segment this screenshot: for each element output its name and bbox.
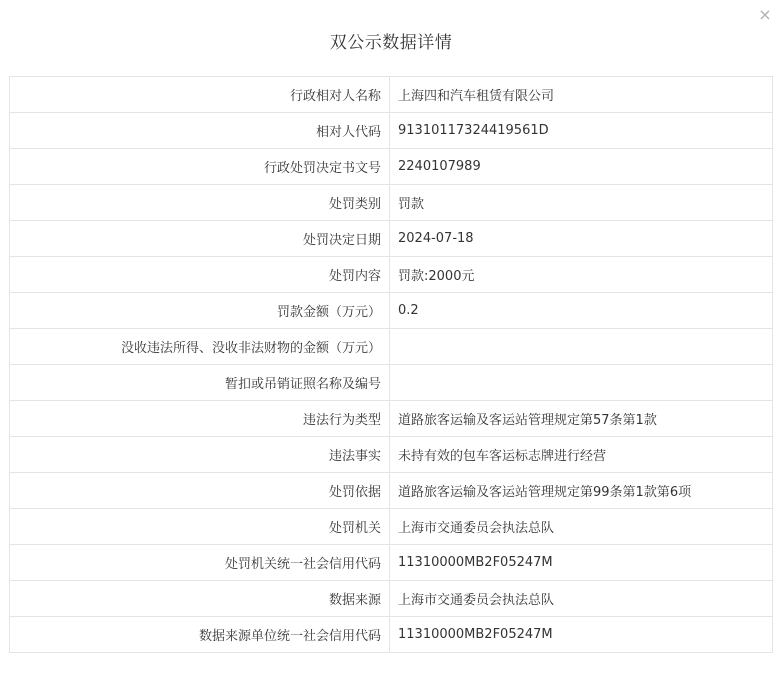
table-row (10, 581, 773, 617)
row-value: 道路旅客运输及客运站管理规定第57条第1款 (390, 401, 773, 437)
row-value: 道路旅客运输及客运站管理规定第99条第1款第6项 (390, 473, 773, 509)
table-row (10, 437, 773, 473)
row-value: 罚款 (390, 185, 773, 221)
row-value (390, 329, 773, 365)
table-row (10, 617, 773, 653)
table-row (10, 293, 773, 329)
row-label: 暂扣或吊销证照名称及编号 (10, 365, 390, 401)
row-value: 罚款:2000元 (390, 257, 773, 293)
table-row (10, 257, 773, 293)
row-value: 2240107989 (390, 149, 773, 185)
table-row (10, 221, 773, 257)
detail-table (9, 76, 773, 653)
row-label: 处罚机关 (10, 509, 390, 545)
row-value: 上海市交通委员会执法总队 (390, 581, 773, 617)
row-label: 违法事实 (10, 437, 390, 473)
row-label: 处罚机关统一社会信用代码 (10, 545, 390, 581)
row-value: 11310000MB2F05247M (390, 617, 773, 653)
row-value: 上海四和汽车租赁有限公司 (390, 77, 773, 113)
row-label: 没收违法所得、没收非法财物的金额（万元） (10, 329, 390, 365)
row-value: 91310117324419561D (390, 113, 773, 149)
table-row (10, 329, 773, 365)
dialog-title: 双公示数据详情 (329, 33, 453, 53)
row-value: 未持有效的包车客运标志牌进行经营 (390, 437, 773, 473)
row-label: 违法行为类型 (10, 401, 390, 437)
row-label: 数据来源 (10, 581, 390, 617)
row-value: 2024-07-18 (390, 221, 773, 257)
row-value (390, 365, 773, 401)
table-row (10, 365, 773, 401)
row-label: 处罚类别 (10, 185, 390, 221)
table-row (10, 509, 773, 545)
row-label: 相对人代码 (10, 113, 390, 149)
close-icon[interactable]: × (758, 5, 772, 24)
table-row (10, 113, 773, 149)
table-row (10, 401, 773, 437)
row-value: 11310000MB2F05247M (390, 545, 773, 581)
table-row (10, 185, 773, 221)
table-row (10, 473, 773, 509)
row-value: 上海市交通委员会执法总队 (390, 509, 773, 545)
row-value: 0.2 (390, 293, 773, 329)
row-label: 数据来源单位统一社会信用代码 (10, 617, 390, 653)
row-label: 行政处罚决定书文号 (10, 149, 390, 185)
table-row (10, 545, 773, 581)
row-label: 处罚依据 (10, 473, 390, 509)
row-label: 行政相对人名称 (10, 77, 390, 113)
row-label: 处罚决定日期 (10, 221, 390, 257)
table-row (10, 149, 773, 185)
row-label: 处罚内容 (10, 257, 390, 293)
row-label: 罚款金额（万元） (10, 293, 390, 329)
table-row (10, 77, 773, 113)
